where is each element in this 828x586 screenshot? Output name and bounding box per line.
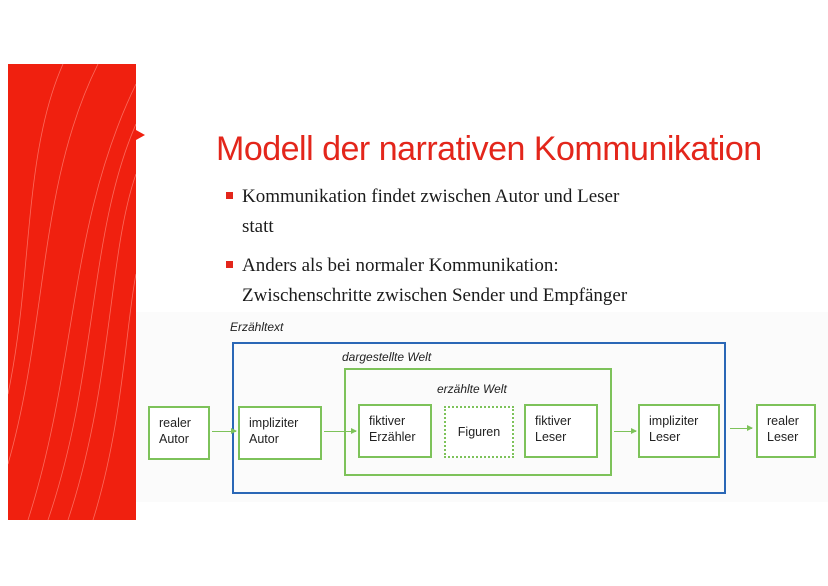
box-line: impliziter bbox=[649, 414, 699, 428]
box-line: Leser bbox=[649, 430, 681, 444]
flow-arrow bbox=[730, 428, 752, 429]
bullet-square-icon bbox=[226, 192, 233, 199]
box-line: fiktiver bbox=[535, 414, 572, 428]
bullet-item bbox=[226, 182, 746, 242]
bullet-square-icon bbox=[226, 261, 233, 268]
slide-title: Modell der narrativen Kommunikation bbox=[216, 130, 762, 168]
box-line: impliziter bbox=[249, 416, 299, 430]
bullet-item bbox=[226, 251, 746, 311]
realer-leser-box bbox=[756, 404, 816, 458]
box-line: Leser bbox=[767, 430, 799, 444]
fiktiver-erzaehler-box bbox=[358, 404, 432, 458]
box-line: realer bbox=[159, 416, 191, 430]
box-line: Autor bbox=[249, 432, 279, 446]
impliziter-leser-box bbox=[638, 404, 720, 458]
band-notch-marker bbox=[136, 130, 145, 140]
box-line: realer bbox=[767, 414, 799, 428]
bullet-line: Kommunikation findet zwischen Autor und Leser bbox=[242, 186, 620, 207]
box-line: Leser bbox=[535, 430, 567, 444]
figuren-box bbox=[444, 406, 514, 458]
box-line: Erzähler bbox=[369, 430, 416, 444]
realer-autor-box bbox=[148, 406, 210, 460]
impliziter-autor-box bbox=[238, 406, 322, 460]
flow-arrow bbox=[212, 431, 236, 432]
box-line: Autor bbox=[159, 432, 189, 446]
bullet-line: statt bbox=[242, 216, 274, 237]
box-line: fiktiver bbox=[369, 414, 406, 428]
flow-arrow bbox=[614, 431, 636, 432]
box-line: Figuren bbox=[457, 425, 501, 439]
decorative-red-band bbox=[8, 64, 136, 520]
decorative-arc-lines bbox=[8, 64, 136, 520]
erzaehlte-welt-label: erzählte Welt bbox=[437, 382, 507, 396]
fiktiver-leser-box bbox=[524, 404, 598, 458]
erzaehltext-label: Erzähltext bbox=[230, 320, 284, 334]
bullet-line: Zwischenschritte zwischen Sender und Empfänger bbox=[242, 285, 628, 306]
flow-arrow bbox=[324, 431, 356, 432]
dargestellte-welt-label: dargestellte Welt bbox=[342, 350, 432, 364]
bullet-line: Anders als bei normaler Kommunikation: bbox=[242, 255, 559, 276]
bullet-list bbox=[226, 182, 746, 320]
